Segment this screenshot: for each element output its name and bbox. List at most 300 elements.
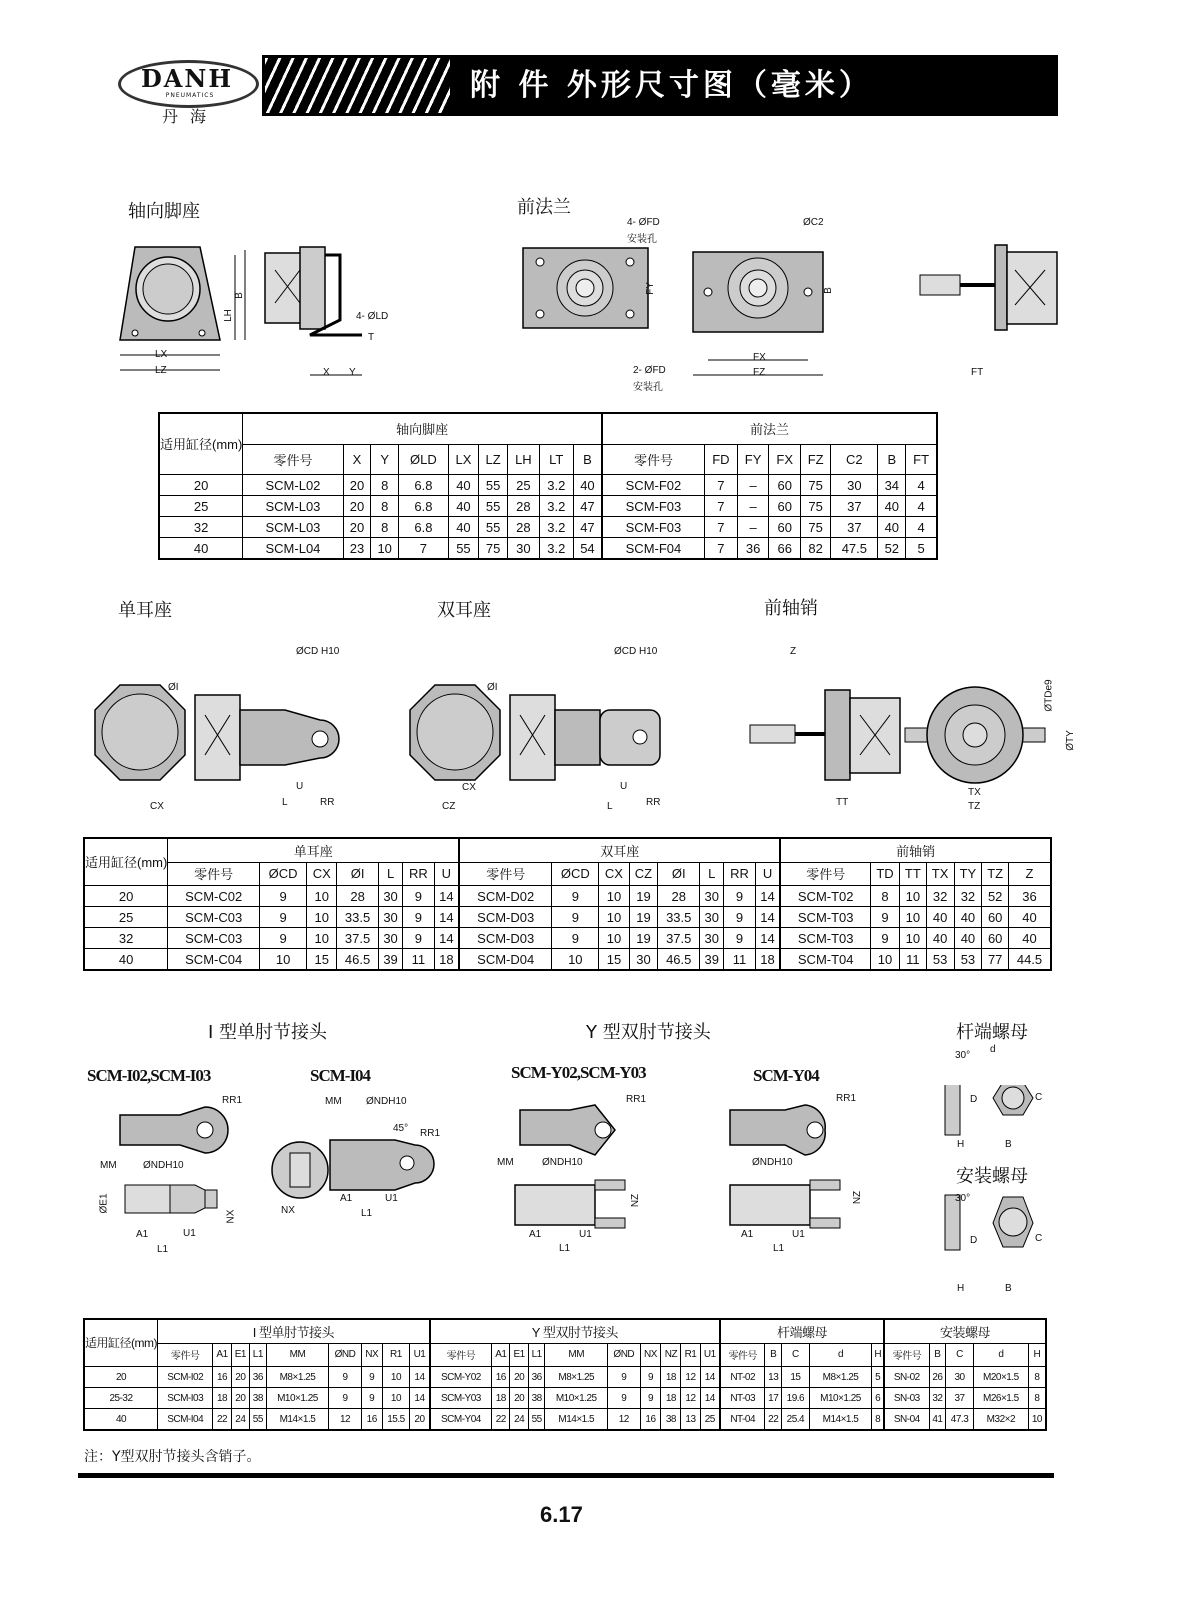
table-cell: 55 bbox=[479, 517, 508, 538]
table-cell: 9 bbox=[871, 907, 900, 928]
dim-rr1-c: RR1 bbox=[626, 1094, 647, 1105]
table-cell: 38 bbox=[250, 1388, 267, 1409]
table-cell: 10 bbox=[371, 538, 399, 560]
column-header: 零件号 bbox=[602, 444, 704, 474]
table-cell: M14×1.5 bbox=[266, 1409, 329, 1431]
dim-e1-a: ØE1 bbox=[98, 1193, 110, 1214]
dim-a1-d: A1 bbox=[741, 1229, 754, 1240]
table-cell: SCM-L04 bbox=[243, 538, 343, 560]
dim-x: X bbox=[323, 367, 330, 378]
table-cell: 20 bbox=[231, 1367, 249, 1388]
table-cell: 23 bbox=[343, 538, 371, 560]
table-cell: 40 bbox=[954, 907, 982, 928]
dim-mm-b: MM bbox=[325, 1096, 342, 1107]
column-header: FT bbox=[906, 444, 937, 474]
dim-45: 45° bbox=[393, 1123, 409, 1134]
table-cell: 47 bbox=[573, 496, 602, 517]
table-cell: 55 bbox=[528, 1409, 545, 1431]
table-cell: 6.8 bbox=[399, 496, 449, 517]
dim-cx-b: CX bbox=[462, 782, 476, 793]
y-models-b: SCM-Y04 bbox=[753, 1066, 819, 1085]
table-cell: 30 bbox=[700, 886, 724, 907]
table-cell: M8×1.25 bbox=[809, 1367, 872, 1388]
table-row bbox=[159, 538, 937, 560]
dim-l-a: L bbox=[282, 797, 288, 808]
column-header: C2 bbox=[831, 444, 878, 474]
column-header: 零件号 bbox=[158, 1343, 213, 1366]
column-header: R1 bbox=[681, 1343, 700, 1366]
column-header: B bbox=[765, 1343, 782, 1366]
table-cell: 40 bbox=[926, 907, 954, 928]
column-header: TT bbox=[900, 862, 927, 885]
table-cell: 40 bbox=[954, 928, 982, 949]
table-cell: 28 bbox=[508, 517, 540, 538]
table-cell: 10 bbox=[307, 928, 337, 949]
table-cell: 8 bbox=[871, 886, 900, 907]
table-cell: 6.8 bbox=[399, 517, 449, 538]
table-cell: 12 bbox=[681, 1388, 700, 1409]
table-cell: SCM-L03 bbox=[243, 496, 343, 517]
dim-nd-d: ØNDH10 bbox=[752, 1157, 793, 1168]
table-cell: SN-02 bbox=[884, 1367, 929, 1388]
table-cell: 20 bbox=[410, 1409, 430, 1431]
column-header: NX bbox=[640, 1343, 661, 1366]
table-cell: 47.3 bbox=[946, 1409, 974, 1431]
table-cell: 12 bbox=[329, 1409, 362, 1431]
header-banner bbox=[262, 55, 1058, 116]
section-double-clevis: 双耳座 bbox=[437, 600, 491, 621]
dim-rr1-a: RR1 bbox=[222, 1095, 243, 1106]
table-cell: 40 bbox=[448, 475, 478, 496]
table-cell: 9 bbox=[871, 928, 900, 949]
y-models-a: SCM-Y02,SCM-Y03 bbox=[511, 1063, 646, 1082]
table-cell: M32×2 bbox=[973, 1409, 1028, 1431]
table-cell: 14 bbox=[410, 1367, 430, 1388]
column-header: B bbox=[929, 1343, 946, 1366]
column-header: LT bbox=[539, 444, 573, 474]
column-header: LZ bbox=[479, 444, 508, 474]
table-cell: M8×1.25 bbox=[545, 1367, 608, 1388]
table-cell: 66 bbox=[769, 538, 801, 560]
dim-b: B bbox=[233, 292, 245, 299]
dim-nz-d: NZ bbox=[852, 1190, 864, 1205]
table-cell: 9 bbox=[640, 1367, 661, 1388]
dim-nz-c: NZ bbox=[630, 1193, 642, 1208]
table-cell: 34 bbox=[878, 475, 906, 496]
table-cell: 46.5 bbox=[337, 949, 379, 971]
table-cell: 20 bbox=[343, 517, 371, 538]
table-cell: SCM-I02 bbox=[158, 1367, 213, 1388]
table-cell: 37 bbox=[831, 496, 878, 517]
table-cell: 9 bbox=[329, 1367, 362, 1388]
table-cell: 30 bbox=[508, 538, 540, 560]
table-cell: 16 bbox=[213, 1367, 231, 1388]
dim-fd2: 2- ØFD bbox=[633, 365, 666, 376]
group-y-joint: Y 型双肘节接头 bbox=[430, 1319, 720, 1343]
table-cell: 9 bbox=[260, 928, 307, 949]
group-i-joint: I 型单肘节接头 bbox=[158, 1319, 430, 1343]
dim-rr1-d: RR1 bbox=[836, 1093, 857, 1104]
dim-rr-b: RR bbox=[646, 797, 661, 808]
table-cell: 40 bbox=[878, 517, 906, 538]
table-cell: 10 bbox=[552, 949, 599, 971]
column-header: L1 bbox=[250, 1343, 267, 1366]
table-cell: SCM-C04 bbox=[168, 949, 260, 971]
column-header: 零件号 bbox=[720, 1343, 765, 1366]
dim-y: Y bbox=[349, 367, 356, 378]
table-cell: 30 bbox=[700, 907, 724, 928]
column-header: C bbox=[946, 1343, 974, 1366]
table-cell: 7 bbox=[704, 496, 737, 517]
table-cell: 38 bbox=[661, 1409, 681, 1431]
table-cell: 8 bbox=[371, 517, 399, 538]
dim-tde9: ØTDe9 bbox=[1043, 679, 1055, 712]
table-cell: 5 bbox=[872, 1367, 884, 1388]
table-cell: 13 bbox=[681, 1409, 700, 1431]
table-cell: SCM-L03 bbox=[243, 517, 343, 538]
table-cell: 9 bbox=[552, 928, 599, 949]
table-cell: 7 bbox=[704, 538, 737, 560]
table-cell: 20 bbox=[343, 496, 371, 517]
table-cell: 11 bbox=[724, 949, 755, 971]
table-cell: 6 bbox=[872, 1388, 884, 1409]
table-cell: 55 bbox=[448, 538, 478, 560]
section-i-joint: I 型单肘节接头 bbox=[208, 1022, 328, 1043]
table-cell: 36 bbox=[737, 538, 769, 560]
table-cell: SCM-C03 bbox=[168, 907, 260, 928]
dim-c-b: C bbox=[1035, 1233, 1043, 1244]
bore-header: 适用缸径(mm) bbox=[84, 1319, 158, 1367]
table-cell: 9 bbox=[608, 1367, 641, 1388]
column-header: d bbox=[973, 1343, 1028, 1366]
dim-b-flange: B bbox=[822, 287, 834, 294]
column-header: U bbox=[434, 862, 459, 885]
footnote: 注：Y型双肘节接头含销子。 bbox=[84, 1449, 261, 1465]
table-cell: 44.5 bbox=[1009, 949, 1051, 971]
table-cell: 10 bbox=[599, 928, 629, 949]
table-cell: 7 bbox=[399, 538, 449, 560]
column-header: B bbox=[878, 444, 906, 474]
column-header: L bbox=[378, 862, 402, 885]
table-cell: 47 bbox=[573, 517, 602, 538]
table-cell: 14 bbox=[434, 928, 459, 949]
dim-fz: FZ bbox=[753, 367, 766, 378]
section-front-trunnion: 前轴销 bbox=[764, 598, 818, 619]
table-cell: 22 bbox=[213, 1409, 231, 1431]
table-cell: 30 bbox=[629, 949, 658, 971]
table-cell: 32 bbox=[954, 886, 982, 907]
dim-ft: FT bbox=[971, 367, 984, 378]
table-cell: 52 bbox=[982, 886, 1009, 907]
table-cell: 12 bbox=[608, 1409, 641, 1431]
table-cell: 11 bbox=[900, 949, 927, 971]
section-y-joint: Y 型双肘节接头 bbox=[586, 1022, 711, 1043]
table-cell: 9 bbox=[329, 1388, 362, 1409]
table-cell: 18 bbox=[434, 949, 459, 971]
table-cell: 32 bbox=[929, 1388, 946, 1409]
dim-l1-c: L1 bbox=[559, 1243, 571, 1254]
column-header: B bbox=[573, 444, 602, 474]
i-models-a: SCM-I02,SCM-I03 bbox=[87, 1066, 211, 1085]
dim-t: T bbox=[368, 332, 375, 343]
table-cell: 32 bbox=[926, 886, 954, 907]
table-cell: 28 bbox=[508, 496, 540, 517]
joint-nut-drawing bbox=[85, 1085, 1085, 1310]
dim-u-b: U bbox=[620, 781, 628, 792]
page-number: 6.17 bbox=[540, 1502, 583, 1527]
column-header: ØND bbox=[608, 1343, 641, 1366]
dim-cx-a: CX bbox=[150, 801, 164, 812]
bore-cell: 25 bbox=[84, 907, 168, 928]
table-cell: 14 bbox=[700, 1388, 720, 1409]
dim-h-b: H bbox=[957, 1283, 965, 1294]
table-row bbox=[84, 1409, 1046, 1431]
table-cell: 4 bbox=[906, 496, 937, 517]
table-cell: 40 bbox=[926, 928, 954, 949]
table-cell: 20 bbox=[510, 1367, 528, 1388]
column-header: NX bbox=[361, 1343, 382, 1366]
table-cell: 26 bbox=[929, 1367, 946, 1388]
table-cell: 3.2 bbox=[539, 538, 573, 560]
table-cell: 54 bbox=[573, 538, 602, 560]
table-cell: 10 bbox=[900, 907, 927, 928]
clevis-trunnion-drawing bbox=[85, 660, 1085, 820]
column-header: Z bbox=[1009, 862, 1051, 885]
dim-fy: FY bbox=[644, 282, 656, 295]
table-cell: M8×1.25 bbox=[266, 1367, 329, 1388]
dim-i-a: ØI bbox=[168, 682, 179, 693]
group-mount-nut: 安装螺母 bbox=[884, 1319, 1046, 1343]
table-cell: 16 bbox=[640, 1409, 661, 1431]
section-single-clevis: 单耳座 bbox=[118, 600, 172, 621]
table-cell: SCM-C02 bbox=[168, 886, 260, 907]
table-cell: 60 bbox=[769, 475, 801, 496]
table-cell: SCM-L02 bbox=[243, 475, 343, 496]
table-cell: 77 bbox=[982, 949, 1009, 971]
table-cell: 18 bbox=[661, 1388, 681, 1409]
group-front-trunnion: 前轴销 bbox=[780, 838, 1051, 862]
bore-cell: 20 bbox=[84, 886, 168, 907]
column-header: E1 bbox=[510, 1343, 528, 1366]
group-single-clevis: 单耳座 bbox=[168, 838, 459, 862]
bore-cell: 40 bbox=[84, 949, 168, 971]
dim-rr1-b: RR1 bbox=[420, 1128, 441, 1139]
dim-30-b: 30° bbox=[955, 1193, 971, 1204]
section-mount-nut: 安装螺母 bbox=[956, 1166, 1028, 1187]
column-header: ØND bbox=[329, 1343, 362, 1366]
bore-cell: 20 bbox=[84, 1367, 158, 1388]
table-cell: 14 bbox=[755, 928, 780, 949]
column-header: E1 bbox=[231, 1343, 249, 1366]
table-cell: 9 bbox=[640, 1388, 661, 1409]
table-cell: 14 bbox=[755, 886, 780, 907]
table-clevis-trunnion bbox=[83, 837, 1052, 971]
dim-tt: TT bbox=[836, 797, 849, 808]
dim-fd-hole: 安装孔 bbox=[627, 234, 657, 245]
column-header: Y bbox=[371, 444, 399, 474]
table-cell: NT-02 bbox=[720, 1367, 765, 1388]
front-flange-drawing bbox=[515, 230, 1135, 390]
table-row bbox=[159, 517, 937, 538]
table-cell: 15.5 bbox=[382, 1409, 410, 1431]
table-cell: 30 bbox=[831, 475, 878, 496]
table-joints-nuts bbox=[83, 1318, 1047, 1431]
table-cell: SCM-T03 bbox=[780, 928, 870, 949]
table-cell: 15 bbox=[307, 949, 337, 971]
dim-nd-c: ØNDH10 bbox=[542, 1157, 583, 1168]
table-cell: 10 bbox=[307, 886, 337, 907]
table-cell: 4 bbox=[906, 517, 937, 538]
table-row bbox=[159, 475, 937, 496]
dim-cdh10-b: ØCD H10 bbox=[614, 646, 658, 657]
table-cell: 3.2 bbox=[539, 517, 573, 538]
dim-l1-a: L1 bbox=[157, 1244, 169, 1255]
table-cell: 9 bbox=[403, 886, 434, 907]
table-cell: 55 bbox=[479, 475, 508, 496]
table-row bbox=[84, 1367, 1046, 1388]
column-header: TY bbox=[954, 862, 982, 885]
dim-l1-b: L1 bbox=[361, 1208, 373, 1219]
dim-tx: TX bbox=[968, 787, 981, 798]
dim-ty: ØTY bbox=[1064, 730, 1076, 751]
table-cell: 18 bbox=[213, 1388, 231, 1409]
table-cell: SCM-C03 bbox=[168, 928, 260, 949]
dim-d-a: d bbox=[990, 1044, 996, 1055]
dim-nd-b: ØNDH10 bbox=[366, 1096, 407, 1107]
column-header: 零件号 bbox=[780, 862, 870, 885]
table-cell: 40 bbox=[878, 496, 906, 517]
table-cell: 9 bbox=[403, 907, 434, 928]
table-cell: SCM-D03 bbox=[459, 907, 552, 928]
table-cell: 9 bbox=[552, 886, 599, 907]
dim-h-a: H bbox=[957, 1139, 965, 1150]
column-header: 零件号 bbox=[430, 1343, 492, 1366]
table-cell: 9 bbox=[608, 1388, 641, 1409]
table-cell: 25 bbox=[700, 1409, 720, 1431]
table-cell: 9 bbox=[260, 907, 307, 928]
table-cell: 10 bbox=[871, 949, 900, 971]
table-cell: 19 bbox=[629, 907, 658, 928]
table-cell: SCM-I04 bbox=[158, 1409, 213, 1431]
table-cell: 9 bbox=[361, 1367, 382, 1388]
axial-foot-drawing bbox=[100, 225, 400, 390]
table-cell: 10 bbox=[900, 886, 927, 907]
dim-lh: LH bbox=[222, 309, 234, 322]
table-cell: 36 bbox=[1009, 886, 1051, 907]
table-cell: 60 bbox=[769, 496, 801, 517]
table-cell: M26×1.5 bbox=[973, 1388, 1028, 1409]
table-cell: 40 bbox=[1009, 928, 1051, 949]
table-cell: 37 bbox=[831, 517, 878, 538]
table-cell: – bbox=[737, 496, 769, 517]
group-axial-foot: 轴向脚座 bbox=[243, 413, 602, 444]
table-cell: 15 bbox=[782, 1367, 810, 1388]
table-cell: 8 bbox=[1028, 1367, 1046, 1388]
table-cell: 82 bbox=[801, 538, 831, 560]
table-cell: SCM-D04 bbox=[459, 949, 552, 971]
header-stripes bbox=[265, 58, 450, 113]
table-cell: 8 bbox=[1028, 1388, 1046, 1409]
dim-u1-a: U1 bbox=[183, 1228, 196, 1239]
table-cell: 18 bbox=[661, 1367, 681, 1388]
table-cell: 52 bbox=[878, 538, 906, 560]
dim-b-a: B bbox=[1005, 1139, 1012, 1150]
table-cell: 53 bbox=[954, 949, 982, 971]
dim-rr-a: RR bbox=[320, 797, 335, 808]
column-header: TX bbox=[926, 862, 954, 885]
dim-a1-c: A1 bbox=[529, 1229, 542, 1240]
column-header: 零件号 bbox=[884, 1343, 929, 1366]
column-header: L1 bbox=[528, 1343, 545, 1366]
column-header: L bbox=[700, 862, 724, 885]
page-title: 附 件 外形尺寸图（毫米） bbox=[470, 68, 873, 103]
table-cell: 9 bbox=[552, 907, 599, 928]
table-cell: 4 bbox=[906, 475, 937, 496]
table-cell: M14×1.5 bbox=[809, 1409, 872, 1431]
section-front-flange: 前法兰 bbox=[517, 197, 571, 218]
table-cell: 16 bbox=[492, 1367, 510, 1388]
column-header: U bbox=[755, 862, 780, 885]
footer-rule bbox=[78, 1473, 1054, 1478]
dim-ld: 4- ØLD bbox=[356, 311, 389, 322]
dim-dd-a: D bbox=[970, 1094, 978, 1105]
dim-nx-b: NX bbox=[281, 1205, 295, 1216]
dim-lz: LZ bbox=[155, 365, 167, 376]
table-cell: M10×1.25 bbox=[809, 1388, 872, 1409]
column-header: ØCD bbox=[552, 862, 599, 885]
column-header: C bbox=[782, 1343, 810, 1366]
table-cell: 10 bbox=[382, 1388, 410, 1409]
column-header: 零件号 bbox=[168, 862, 260, 885]
table-cell: 75 bbox=[801, 517, 831, 538]
column-header: NZ bbox=[661, 1343, 681, 1366]
table-cell: 3.2 bbox=[539, 496, 573, 517]
table-cell: 20 bbox=[343, 475, 371, 496]
table-cell: 19 bbox=[629, 928, 658, 949]
bore-cell: 32 bbox=[159, 517, 243, 538]
table-cell: SCM-F03 bbox=[602, 496, 704, 517]
table-cell: 17 bbox=[765, 1388, 782, 1409]
table-cell: – bbox=[737, 517, 769, 538]
column-header: ØI bbox=[337, 862, 379, 885]
table-cell: 10 bbox=[1028, 1409, 1046, 1431]
table-cell: 22 bbox=[492, 1409, 510, 1431]
table-cell: 24 bbox=[510, 1409, 528, 1431]
group-rod-nut: 杆端螺母 bbox=[720, 1319, 884, 1343]
table-cell: 10 bbox=[382, 1367, 410, 1388]
column-header: TD bbox=[871, 862, 900, 885]
table-cell: 18 bbox=[755, 949, 780, 971]
column-header: X bbox=[343, 444, 371, 474]
column-header: RR bbox=[403, 862, 434, 885]
table-cell: 5 bbox=[906, 538, 937, 560]
table-cell: 15 bbox=[599, 949, 629, 971]
dim-fd4: 4- ØFD bbox=[627, 217, 660, 228]
table-cell: SCM-F02 bbox=[602, 475, 704, 496]
column-header: 零件号 bbox=[459, 862, 552, 885]
column-header: d bbox=[809, 1343, 872, 1366]
table-row bbox=[84, 907, 1051, 928]
dim-u-a: U bbox=[296, 781, 304, 792]
column-header: 零件号 bbox=[243, 444, 343, 474]
bore-cell: 20 bbox=[159, 475, 243, 496]
table-cell: 11 bbox=[403, 949, 434, 971]
dim-30-a: 30° bbox=[955, 1050, 971, 1061]
dim-z: Z bbox=[790, 646, 797, 657]
table-cell: 14 bbox=[410, 1388, 430, 1409]
bore-cell: 40 bbox=[84, 1409, 158, 1431]
column-header: MM bbox=[545, 1343, 608, 1366]
